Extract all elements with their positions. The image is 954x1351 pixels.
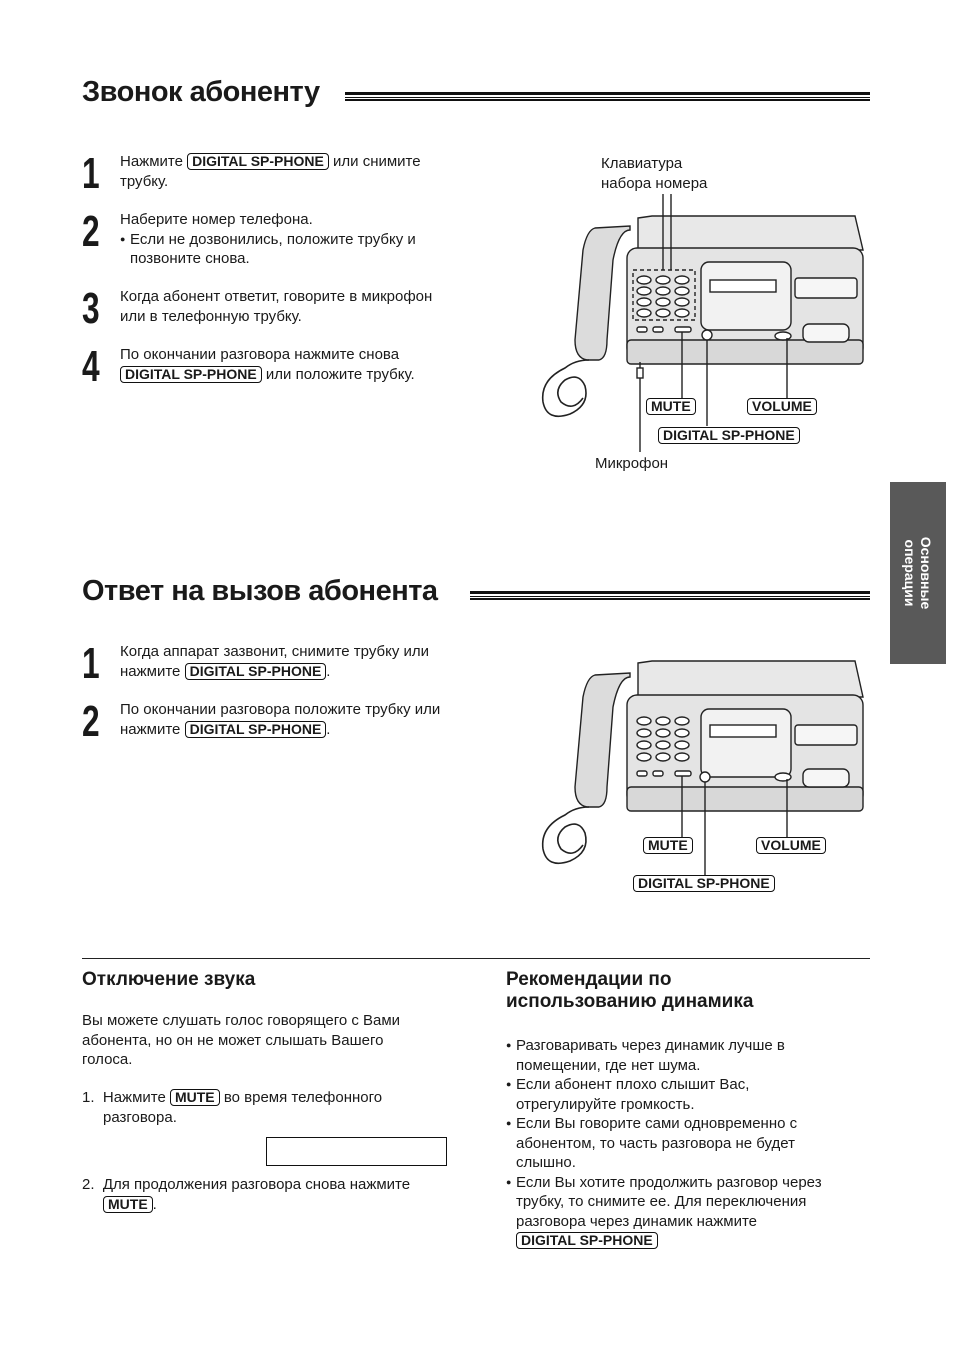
fax-machine-figure-2 xyxy=(535,655,880,890)
digital-sp-phone-key: DIGITAL SP-PHONE xyxy=(187,153,329,170)
digital-sp-phone-key: DIGITAL SP-PHONE xyxy=(516,1232,658,1249)
tips-section-title: Рекомендации по использованию динамика xyxy=(506,969,754,1012)
microphone-label: Микрофон xyxy=(595,455,669,472)
step-number: 2 xyxy=(82,207,100,256)
section-title-answer: Ответ на вызов абонента xyxy=(82,575,438,607)
step-number: 3 xyxy=(82,284,100,333)
step-number: 1 xyxy=(82,149,100,198)
step-text: Нажмите DIGITAL SP-PHONE или снимите трубку. xyxy=(120,153,421,190)
section-title-call: Звонок абоненту xyxy=(82,76,320,108)
volume-key-label: VOLUME xyxy=(756,837,826,855)
title-rule xyxy=(470,591,870,600)
mute-key-label: MUTE xyxy=(646,398,696,416)
sp-phone-key-label: DIGITAL SP-PHONE xyxy=(633,875,775,893)
side-tab-line2: операции xyxy=(902,539,918,607)
side-tab-line1: Основные xyxy=(918,536,934,610)
mute-item-2: 2. Для продолжения разговора снова нажмите MUTE . xyxy=(82,1176,411,1213)
mute-section-title: Отключение звука xyxy=(82,969,256,990)
step-number: 4 xyxy=(82,342,100,391)
digital-sp-phone-key: DIGITAL SP-PHONE xyxy=(185,663,327,680)
mute-section-para: Вы можете слушать голос говорящего с Вами абонента, но он не может слышать Вашего голоса. xyxy=(82,1012,401,1068)
step-text: Когда аппарат зазвонит, снимите трубку или нажмите DIGITAL SP-PHONE . xyxy=(120,643,430,680)
digital-sp-phone-key: DIGITAL SP-PHONE xyxy=(185,721,327,738)
tips-list xyxy=(506,1036,866,1251)
step-text: Когда абонент ответит, говорите в микрофон или в телефонную трубку. xyxy=(120,288,433,325)
display-box xyxy=(266,1137,447,1166)
title-rule xyxy=(345,92,870,101)
step-number: 1 xyxy=(82,639,100,688)
step-number: 2 xyxy=(82,697,100,746)
mute-key: MUTE xyxy=(103,1196,153,1213)
volume-key-label: VOLUME xyxy=(747,398,817,416)
sp-phone-key-label: DIGITAL SP-PHONE xyxy=(658,427,800,445)
tip-item: ● Разговаривать через динамик лучше в помещении, где нет шума. xyxy=(506,1036,866,1075)
digital-sp-phone-key: DIGITAL SP-PHONE xyxy=(120,366,262,383)
step-text: По окончании разговора нажмите снова DIGITAL SP-PHONE или положите трубку. xyxy=(120,346,415,383)
section-divider xyxy=(82,958,870,959)
side-tab xyxy=(890,482,946,664)
step-text: Наберите номер телефона. ● Если не дозвонились, положите трубку и позвоните снова. xyxy=(120,210,500,269)
tip-item: ● Если Вы хотите продолжить разговор через трубку, то снимите ее. Для переключения разговора через динамик нажмите DIGITAL SP-PHONE xyxy=(506,1173,866,1251)
mute-item-1: 1. Нажмите MUTE во время телефонного разговора. xyxy=(82,1089,383,1126)
mute-key: MUTE xyxy=(170,1089,220,1106)
keypad-label: Клавиатура набора номера xyxy=(601,155,708,192)
tip-item: ● Если Вы говорите сами одновременно с абонентом, то часть разговора не будет слышно. xyxy=(506,1114,866,1173)
mute-key-label: MUTE xyxy=(643,837,693,855)
step-text: По окончании разговора положите трубку или нажмите DIGITAL SP-PHONE . xyxy=(120,701,441,738)
tip-item: ● Если абонент плохо слышит Вас, отрегулируйте громкость. xyxy=(506,1075,866,1114)
